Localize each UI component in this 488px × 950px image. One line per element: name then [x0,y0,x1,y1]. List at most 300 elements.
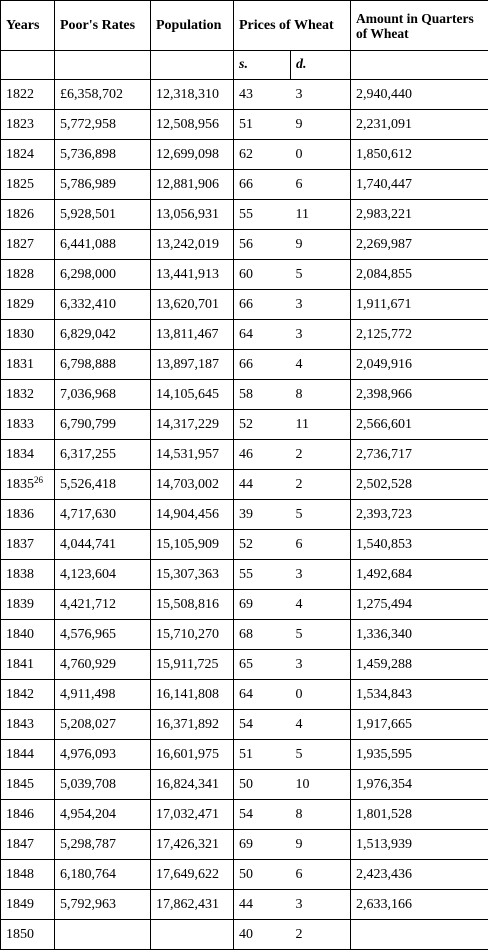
cell-amount [351,410,488,440]
cell-population-text: 15,508,816 [156,596,219,612]
cell-year [1,320,55,350]
cell-pence-text: 6 [295,866,303,882]
units-rates-empty [55,51,151,80]
table-row [1,560,488,590]
cell-amount-text: 2,269,987 [356,236,413,252]
cell-pence-text: 5 [295,746,303,762]
cell-poors-rates [55,80,151,110]
cell-poors-rates-text: 4,576,965 [60,626,116,642]
cell-year [1,560,55,590]
cell-poors-rates-text: 4,421,712 [60,596,116,612]
cell-pence-text: 10 [295,776,310,792]
cell-poors-rates [55,710,151,740]
cell-year-text: 1834 [6,446,34,462]
cell-shillings [234,860,291,890]
cell-poors-rates-text: 4,976,093 [60,746,116,762]
cell-year-text: 1822 [6,86,34,102]
cell-poors-rates-text: 4,954,204 [60,806,116,822]
cell-poors-rates [55,380,151,410]
cell-amount-text: 1,917,665 [356,716,413,732]
cell-amount-text: 2,983,221 [356,206,413,222]
cell-year [1,140,55,170]
cell-year-text: 1829 [6,296,34,312]
cell-pence-text: 9 [295,116,303,132]
cell-amount [351,560,488,590]
cell-shillings-text: 52 [239,416,253,432]
cell-population-text: 17,426,321 [156,836,219,852]
cell-population-text: 12,508,956 [156,116,219,132]
cell-poors-rates-text: 4,044,741 [60,536,116,552]
cell-amount [351,890,488,920]
cell-year [1,290,55,320]
cell-pence [291,110,351,140]
cell-year-text: 1847 [6,836,34,852]
cell-amount [351,710,488,740]
cell-population [151,680,234,710]
cell-poors-rates-text: 6,332,410 [60,296,116,312]
cell-year-text: 1845 [6,776,34,792]
cell-year [1,920,55,950]
cell-shillings-text: 66 [239,296,253,312]
cell-population [151,890,234,920]
cell-amount-text: 1,492,684 [356,566,413,582]
cell-amount-text: 1,513,939 [356,836,413,852]
cell-population [151,80,234,110]
cell-amount [351,620,488,650]
cell-pence [291,710,351,740]
table-row [1,350,488,380]
cell-shillings [234,560,291,590]
cell-shillings-text: 60 [239,266,253,282]
cell-amount [351,650,488,680]
cell-shillings-text: 51 [239,746,253,762]
cell-population [151,140,234,170]
header-poors-rates: Poor's Rates [55,1,151,51]
table-row [1,800,488,830]
cell-year-text: 1849 [6,896,34,912]
cell-poors-rates [55,410,151,440]
cell-poors-rates-text: 7,036,968 [60,386,116,402]
cell-pence [291,590,351,620]
cell-pence-text: 9 [295,836,303,852]
cell-pence-text: 5 [295,626,303,642]
cell-pence-text: 0 [295,686,303,702]
cell-shillings [234,680,291,710]
cell-pence [291,380,351,410]
cell-year-text: 1840 [6,626,34,642]
table-row [1,710,488,740]
cell-population-text: 15,710,270 [156,626,219,642]
cell-poors-rates-text: 5,298,787 [60,836,116,852]
cell-year [1,650,55,680]
cell-poors-rates [55,920,151,950]
table-row [1,500,488,530]
cell-year [1,590,55,620]
cell-amount [351,770,488,800]
cell-year [1,470,55,500]
cell-poors-rates-text: 6,798,888 [60,356,116,372]
cell-year-text: 1826 [6,206,34,222]
cell-shillings-text: 44 [239,896,253,912]
cell-population-text: 12,881,906 [156,176,219,192]
cell-population-text: 17,649,622 [156,866,219,882]
cell-pence [291,500,351,530]
table-row [1,410,488,440]
cell-year [1,800,55,830]
table-row [1,590,488,620]
cell-pence [291,470,351,500]
footnote-marker: 26 [34,474,43,485]
table-row [1,830,488,860]
cell-poors-rates-text: 6,790,799 [60,416,116,432]
cell-population [151,380,234,410]
cell-year [1,410,55,440]
cell-year-text: 1832 [6,386,34,402]
cell-year [1,230,55,260]
cell-poors-rates [55,140,151,170]
cell-amount-text: 2,125,772 [356,326,413,342]
cell-pence-text: 5 [295,506,303,522]
cell-population-text: 13,242,019 [156,236,219,252]
cell-amount [351,860,488,890]
cell-poors-rates [55,770,151,800]
cell-pence-text: 3 [295,566,303,582]
cell-year-text: 1825 [6,176,34,192]
cell-pence [291,80,351,110]
unit-pence: d. [291,51,351,80]
cell-year-text: 1830 [6,326,34,342]
cell-pence [291,290,351,320]
cell-year-text: 1828 [6,266,34,282]
cell-shillings [234,110,291,140]
cell-population-text: 13,441,913 [156,266,219,282]
cell-population-text: 17,032,471 [156,806,219,822]
cell-shillings-text: 68 [239,626,253,642]
cell-amount-text: 1,935,595 [356,746,413,762]
cell-pence [291,800,351,830]
cell-pence [291,320,351,350]
cell-poors-rates-text: 5,792,963 [60,896,116,912]
header-years: Years [1,1,55,51]
cell-year [1,440,55,470]
cell-shillings [234,80,291,110]
cell-pence-text: 8 [295,386,303,402]
cell-amount-text: 1,801,528 [356,806,413,822]
cell-amount-text: 1,534,843 [356,686,413,702]
cell-pence-text: 5 [295,266,303,282]
cell-shillings [234,800,291,830]
cell-poors-rates [55,230,151,260]
cell-poors-rates-text: 5,526,418 [60,476,116,492]
cell-amount-text: 2,502,528 [356,476,413,492]
cell-amount [351,380,488,410]
cell-poors-rates [55,200,151,230]
cell-shillings [234,830,291,860]
cell-shillings [234,140,291,170]
cell-amount [351,290,488,320]
cell-shillings-text: 54 [239,806,253,822]
cell-shillings [234,410,291,440]
cell-poors-rates [55,680,151,710]
cell-pence-text: 0 [295,146,303,162]
cell-population [151,800,234,830]
cell-population-text: 15,911,725 [156,656,219,672]
cell-amount [351,350,488,380]
cell-year-text: 1827 [6,236,34,252]
cell-poors-rates-text: 4,911,498 [60,686,116,702]
table-row [1,110,488,140]
cell-shillings [234,530,291,560]
cell-poors-rates [55,740,151,770]
cell-population-text: 13,056,931 [156,206,219,222]
cell-shillings [234,650,291,680]
cell-shillings [234,260,291,290]
cell-population [151,110,234,140]
table-row [1,650,488,680]
cell-year [1,890,55,920]
table-row [1,620,488,650]
cell-shillings-text: 55 [239,566,253,582]
cell-pence [291,230,351,260]
cell-pence [291,860,351,890]
cell-poors-rates [55,110,151,140]
table-row [1,260,488,290]
cell-shillings-text: 64 [239,326,253,342]
cell-shillings-text: 54 [239,716,253,732]
cell-poors-rates-text: 6,829,042 [60,326,116,342]
cell-year-text: 1835 [6,476,34,492]
cell-poors-rates-text: 5,772,958 [60,116,116,132]
cell-poors-rates [55,620,151,650]
cell-poors-rates [55,830,151,860]
table-row [1,440,488,470]
cell-pence [291,440,351,470]
cell-year [1,680,55,710]
cell-amount [351,140,488,170]
cell-amount [351,470,488,500]
cell-poors-rates-text: 5,736,898 [60,146,116,162]
cell-population [151,470,234,500]
cell-poors-rates-text: 5,928,501 [60,206,116,222]
cell-year-text: 1824 [6,146,34,162]
table-row [1,140,488,170]
cell-pence [291,350,351,380]
cell-population [151,410,234,440]
cell-poors-rates [55,260,151,290]
cell-population [151,260,234,290]
cell-pence-text: 3 [295,656,303,672]
cell-shillings-text: 50 [239,866,253,882]
table-row [1,920,488,950]
cell-amount [351,110,488,140]
cell-amount [351,500,488,530]
cell-amount-text: 2,084,855 [356,266,413,282]
cell-pence-text: 9 [295,236,303,252]
cell-shillings-text: 40 [239,926,253,942]
cell-amount-text: 1,850,612 [356,146,413,162]
cell-shillings [234,320,291,350]
cell-poors-rates-text: 4,123,604 [60,566,116,582]
cell-pence-text: 3 [295,296,303,312]
cell-year [1,740,55,770]
cell-amount [351,530,488,560]
cell-poors-rates-text: 6,298,000 [60,266,116,282]
cell-year-text: 1831 [6,356,34,372]
cell-pence-text: 6 [295,176,303,192]
units-population-empty [151,51,234,80]
cell-amount-text: 1,976,354 [356,776,413,792]
cell-year [1,500,55,530]
cell-year [1,710,55,740]
cell-poors-rates [55,320,151,350]
cell-pence [291,560,351,590]
cell-pence [291,740,351,770]
header-amount-quarters: Amount in Quarters of Wheat [351,1,488,51]
cell-poors-rates [55,350,151,380]
cell-population [151,710,234,740]
cell-amount-text: 2,393,723 [356,506,413,522]
table-row [1,290,488,320]
cell-shillings-text: 62 [239,146,253,162]
cell-shillings [234,710,291,740]
cell-pence [291,830,351,860]
cell-year-text: 1836 [6,506,34,522]
cell-shillings [234,350,291,380]
cell-year-text: 1823 [6,116,34,132]
cell-amount-text: 2,736,717 [356,446,413,462]
cell-poors-rates [55,530,151,560]
cell-population [151,830,234,860]
cell-population [151,170,234,200]
cell-population [151,530,234,560]
cell-shillings-text: 56 [239,236,253,252]
cell-poors-rates [55,500,151,530]
cell-pence-text: 11 [295,416,309,432]
cell-year [1,80,55,110]
cell-population-text: 15,105,909 [156,536,219,552]
cell-shillings [234,740,291,770]
cell-amount-text: 2,940,440 [356,86,413,102]
cell-amount [351,830,488,860]
cell-pence [291,890,351,920]
cell-pence [291,200,351,230]
cell-population-text: 14,531,957 [156,446,219,462]
cell-pence [291,410,351,440]
cell-shillings [234,500,291,530]
cell-year-text: 1844 [6,746,34,762]
header-population: Population [151,1,234,51]
cell-amount-text: 1,540,853 [356,536,413,552]
cell-year [1,200,55,230]
cell-population [151,500,234,530]
cell-pence-text: 4 [295,716,303,732]
cell-shillings [234,590,291,620]
unit-shillings: s. [234,51,291,80]
cell-shillings [234,440,291,470]
cell-poors-rates-text: 5,786,989 [60,176,116,192]
cell-population [151,590,234,620]
cell-year-text: 1841 [6,656,34,672]
cell-population-text: 13,620,701 [156,296,219,312]
cell-population [151,320,234,350]
cell-population [151,620,234,650]
cell-pence-text: 8 [295,806,303,822]
cell-pence [291,140,351,170]
cell-amount [351,320,488,350]
cell-pence-text: 6 [295,536,303,552]
cell-shillings [234,170,291,200]
table-row [1,80,488,110]
cell-year-text: 1838 [6,566,34,582]
cell-year-text: 1848 [6,866,34,882]
cell-pence [291,680,351,710]
cell-population-text: 14,904,456 [156,506,219,522]
cell-amount [351,80,488,110]
header-row [1,1,488,51]
cell-shillings-text: 50 [239,776,253,792]
cell-shillings [234,470,291,500]
cell-population-text: 16,141,808 [156,686,219,702]
cell-population [151,770,234,800]
cell-poors-rates-text: 5,039,708 [60,776,116,792]
cell-pence [291,620,351,650]
cell-shillings-text: 65 [239,656,253,672]
table-row [1,740,488,770]
table-row [1,530,488,560]
cell-year [1,860,55,890]
cell-poors-rates [55,170,151,200]
cell-shillings-text: 44 [239,476,253,492]
cell-population [151,350,234,380]
cell-population [151,860,234,890]
cell-shillings-text: 52 [239,536,253,552]
table-row [1,770,488,800]
cell-amount [351,200,488,230]
cell-shillings-text: 58 [239,386,253,402]
cell-shillings-text: 46 [239,446,253,462]
cell-amount [351,590,488,620]
cell-amount-text: 2,633,166 [356,896,413,912]
cell-year [1,170,55,200]
cell-population-text: 17,862,431 [156,896,219,912]
table-row [1,470,488,500]
cell-year [1,530,55,560]
cell-population [151,920,234,950]
cell-amount-text: 2,231,091 [356,116,413,132]
cell-population-text: 12,318,310 [156,86,219,102]
cell-poors-rates [55,800,151,830]
cell-shillings [234,200,291,230]
cell-shillings [234,920,291,950]
cell-population-text: 12,699,098 [156,146,219,162]
cell-population-text: 16,601,975 [156,746,219,762]
cell-shillings-text: 51 [239,116,253,132]
cell-population [151,290,234,320]
cell-pence-text: 3 [295,86,303,102]
cell-population-text: 13,811,467 [156,326,219,342]
cell-shillings-text: 43 [239,86,253,102]
cell-pence-text: 2 [295,476,303,492]
cell-poors-rates-text: 6,441,088 [60,236,116,252]
cell-poors-rates-text: 6,180,764 [60,866,116,882]
cell-year-text: 1843 [6,716,34,732]
cell-population-text: 16,824,341 [156,776,219,792]
cell-shillings-text: 66 [239,176,253,192]
cell-year [1,830,55,860]
cell-pence [291,770,351,800]
cell-population-text: 14,703,002 [156,476,219,492]
table-row [1,860,488,890]
